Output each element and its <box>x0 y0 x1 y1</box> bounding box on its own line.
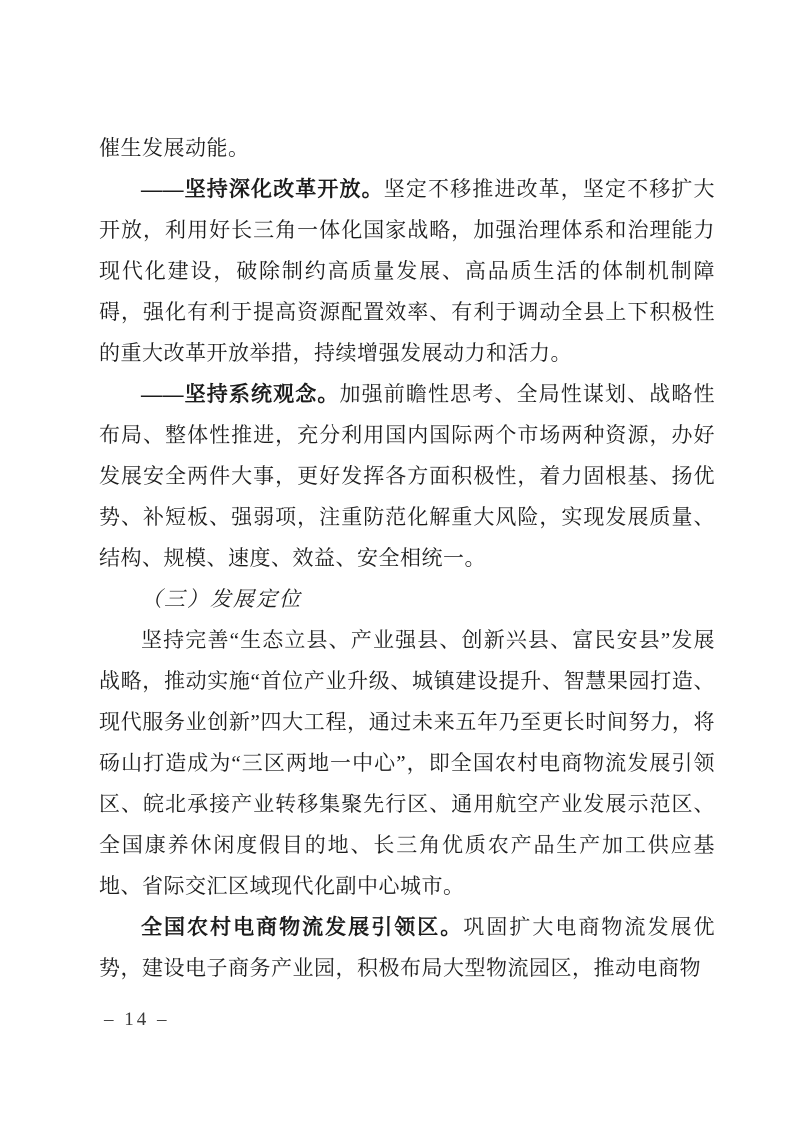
paragraph-continuation <box>99 128 715 169</box>
paragraph-lead-bold: ——坚持深化改革开放。 <box>141 177 384 201</box>
paragraph-text: 巩固扩大电商物流发展优势，建设电子商务产业园，积极布局大型物流园区，推动电商物 <box>99 915 716 980</box>
paragraph-text: 加强前瞻性思考、全局性谋划、战略性布局、整体性推进，充分利用国内国际两个市场两种资源，办好发展安全两件大事，更好发挥各方面积极性，着力固根基、扬优势、补短板、强弱项，注重防范化解重大风险，实现发展质量、结构、规模、速度、效益、安全相统一。 <box>99 382 715 570</box>
paragraph-lead-bold: 全国农村电商物流发展引领区。 <box>141 915 464 939</box>
paragraph-text: 催生发展动能。 <box>99 136 250 160</box>
paragraph-development-strategy <box>99 620 715 907</box>
paragraph-text: 坚定不移推进改革，坚定不移扩大开放，利用好长三角一体化国家战略，加强治理体系和治理能力现代化建设，破除制约高质量发展、高品质生活的体制机制障碍，强化有利于提高资源配置效率、有利于调动全县上下积极性的重大改革开放举措，持续增强发展动力和活力。 <box>99 177 715 365</box>
section-heading-text: （三）发展定位 <box>141 587 302 611</box>
section-heading-development-positioning <box>99 579 715 620</box>
paragraph-text: 坚持完善“生态立县、产业强县、创新兴县、富民安县”发展战略，推动实施“首位产业升级、城镇建设提升、智慧果园打造、现代服务业创新”四大工程，通过未来五年乃至更长时间努力，将砀山打造成为“三区两地一中心”，即全国农村电商物流发展引领区、皖北承接产业转移集聚先行区、通用航空产业发展示范区、全国康养休闲度假目的地、长三角优质农产品生产加工供应基地、省际交汇区域现代化副中心城市。 <box>99 628 715 898</box>
page-number: – 14 – <box>104 1009 170 1030</box>
paragraph-reform-opening <box>99 169 715 374</box>
paragraph-lead-bold: ——坚持系统观念。 <box>141 382 340 406</box>
paragraph-system-concept <box>99 374 715 579</box>
document-body <box>99 128 715 989</box>
paragraph-ecommerce-logistics-zone <box>99 907 715 989</box>
